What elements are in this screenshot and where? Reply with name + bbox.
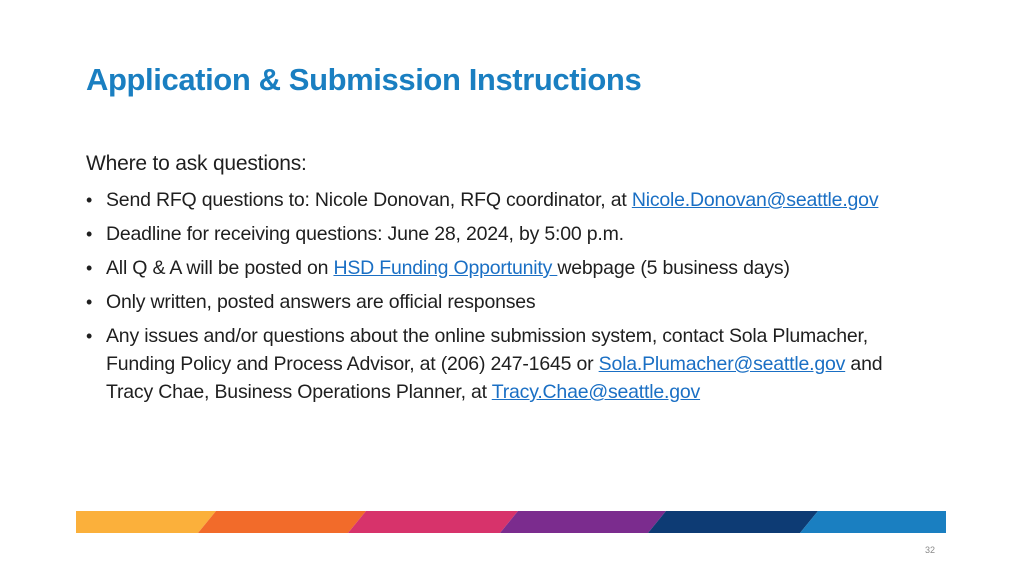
bullet-text: webpage (5 business days): [557, 257, 790, 279]
bullet-item: [86, 220, 886, 248]
color-stripe-bar: [76, 511, 946, 533]
bullet-item: [86, 254, 886, 282]
email-link-sola-plumacher[interactable]: Sola.Plumacher@seattle.gov: [598, 353, 846, 375]
stripe-segment-blue: [800, 511, 946, 533]
bullet-item: [86, 288, 886, 316]
bullet-dot-icon: •: [86, 326, 93, 346]
email-link-tracy-chae[interactable]: Tracy.Chae@seattle.gov: [491, 381, 701, 403]
stripe-segment-purple: [500, 511, 666, 533]
stripe-segment-orange: [198, 511, 366, 533]
bullet-text: All Q & A will be posted on: [106, 257, 334, 279]
email-link-nicole-donovan[interactable]: Nicole.Donovan@seattle.gov: [631, 189, 879, 211]
bullet-dot-icon: •: [86, 292, 93, 312]
bullet-text: and Tracy Chae, Business Operations Planner, at: [106, 353, 883, 403]
page-number: 32: [925, 545, 936, 555]
bullet-item: [86, 322, 886, 406]
bullet-text: Send RFQ questions to: Nicole Donovan, RFQ coordinator, at: [106, 189, 632, 211]
bullet-dot-icon: •: [86, 224, 93, 244]
stripe-segment-yellow: [76, 511, 216, 533]
slide-body: [86, 150, 886, 412]
stripe-segment-navy: [648, 511, 818, 533]
bullet-dot-icon: •: [86, 190, 93, 210]
hsd-funding-opportunity-link[interactable]: HSD Funding Opportunity: [333, 257, 558, 279]
bullet-item: [86, 186, 886, 214]
slide-title: Application & Submission Instructions: [86, 62, 642, 97]
bullet-text: Any issues and/or questions about the online submission system, contact Sola Plumacher, Funding Policy and Process Advisor, at (206) 247-1645 or: [106, 325, 868, 375]
bullet-text: Only written, posted answers are official responses: [106, 291, 536, 313]
bullet-text: Deadline for receiving questions: June 28, 2024, by 5:00 p.m.: [106, 223, 624, 245]
bullet-list: [86, 186, 886, 406]
bullet-dot-icon: •: [86, 258, 93, 278]
intro-text: Where to ask questions:: [86, 152, 307, 175]
stripe-segment-magenta: [348, 511, 518, 533]
